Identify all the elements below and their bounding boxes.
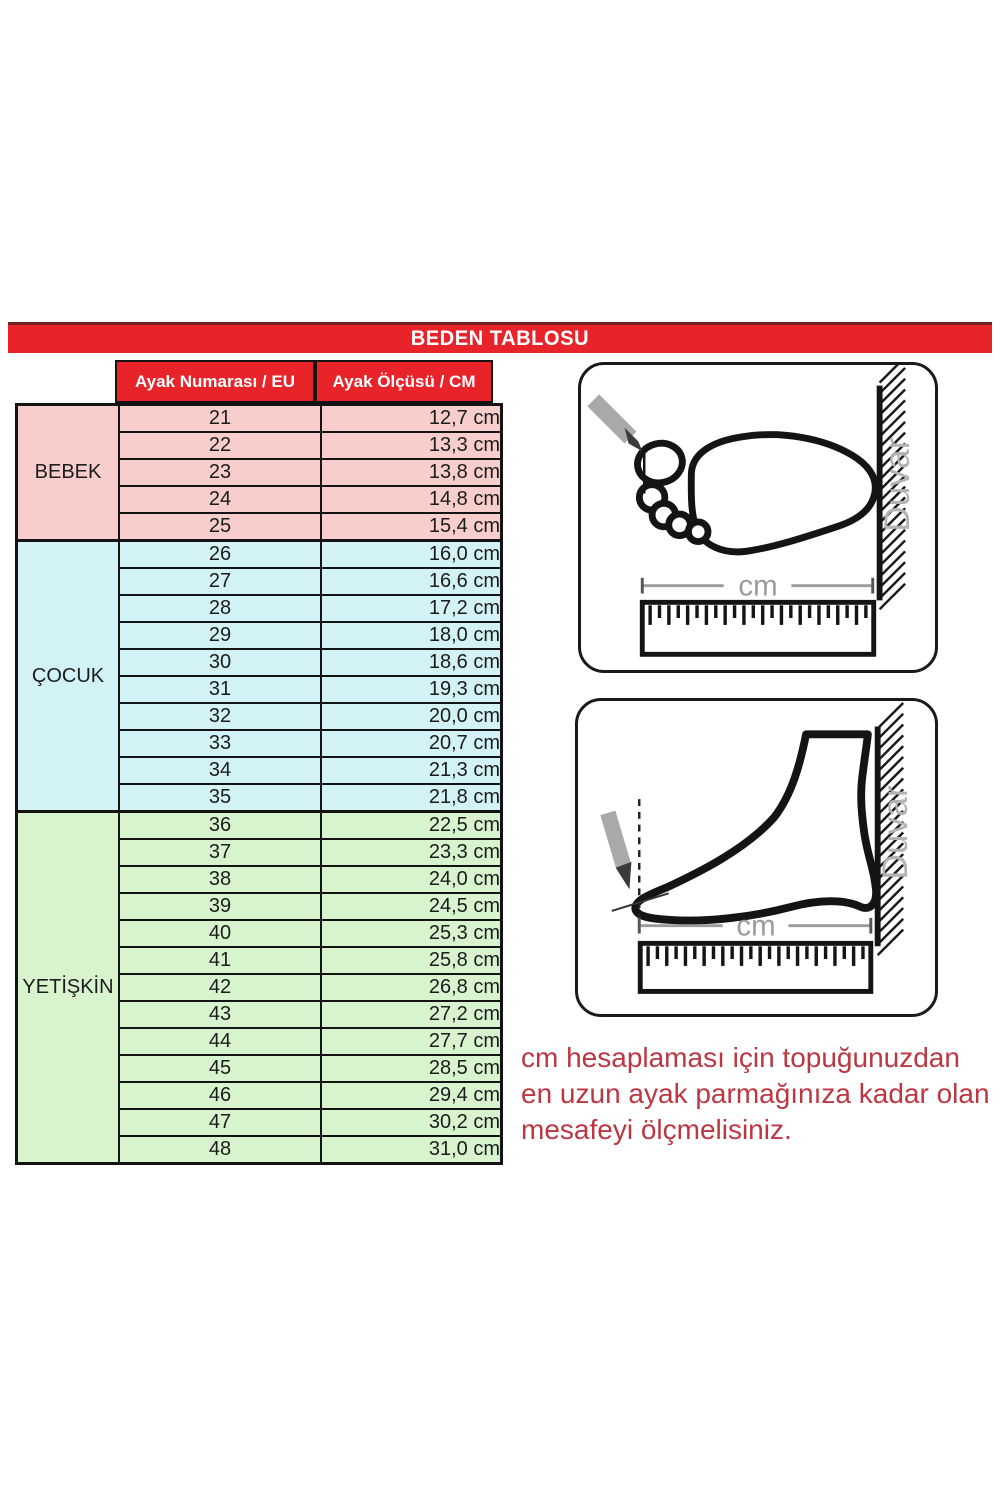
cell-foot-length: 25,8 cm [321, 947, 502, 974]
pencil-icon [593, 400, 642, 451]
measurement-note [521, 1040, 996, 1148]
cell-eu-size: 46 [119, 1082, 321, 1109]
cell-foot-length: 25,3 cm [321, 920, 502, 947]
cell-foot-length: 24,5 cm [321, 893, 502, 920]
cell-eu-size: 38 [119, 866, 321, 893]
cell-foot-length: 18,6 cm [321, 649, 502, 676]
cell-foot-length: 22,5 cm [321, 812, 502, 840]
cell-eu-size: 29 [119, 622, 321, 649]
foot-side-icon [635, 734, 876, 920]
cell-eu-size: 42 [119, 974, 321, 1001]
cell-foot-length: 27,2 cm [321, 1001, 502, 1028]
ruler-icon [642, 602, 873, 654]
cell-eu-size: 35 [119, 784, 321, 812]
group-label-cocuk: ÇOCUK [17, 541, 120, 812]
cell-eu-size: 22 [119, 432, 321, 459]
cell-foot-length: 24,0 cm [321, 866, 502, 893]
cell-foot-length: 18,0 cm [321, 622, 502, 649]
page-title: BEDEN TABLOSU [410, 327, 590, 350]
cell-eu-size: 36 [119, 812, 321, 840]
dimension-line [642, 569, 872, 602]
cell-eu-size: 45 [119, 1055, 321, 1082]
cell-foot-length: 13,3 cm [321, 432, 502, 459]
cell-foot-length: 20,0 cm [321, 703, 502, 730]
cell-eu-size: 30 [119, 649, 321, 676]
cell-eu-size: 23 [119, 459, 321, 486]
cell-eu-size: 41 [119, 947, 321, 974]
cell-foot-length: 16,6 cm [321, 568, 502, 595]
cell-eu-size: 28 [119, 595, 321, 622]
column-header-eu-label: Ayak Numarası / EU [135, 371, 295, 391]
measurement-diagram-side-view [575, 698, 938, 1017]
group-label-yetiskin: YETİŞKİN [17, 812, 120, 1164]
cell-eu-size: 40 [119, 920, 321, 947]
cell-foot-length: 16,0 cm [321, 541, 502, 569]
cell-foot-length: 23,3 cm [321, 839, 502, 866]
cell-eu-size: 32 [119, 703, 321, 730]
cell-foot-length: 14,8 cm [321, 486, 502, 513]
note-line: en uzun ayak parmağınıza kadar olan [521, 1078, 990, 1109]
cell-foot-length: 20,7 cm [321, 730, 502, 757]
cell-eu-size: 47 [119, 1109, 321, 1136]
wall-label: Duvar [878, 437, 918, 532]
title-banner [8, 322, 992, 353]
top-view-drawing [581, 365, 935, 670]
cell-foot-length: 12,7 cm [321, 405, 502, 433]
cell-foot-length: 30,2 cm [321, 1109, 502, 1136]
cell-foot-length: 26,8 cm [321, 974, 502, 1001]
cell-eu-size: 26 [119, 541, 321, 569]
cell-foot-length: 27,7 cm [321, 1028, 502, 1055]
cell-foot-length: 17,2 cm [321, 595, 502, 622]
cell-foot-length: 31,0 cm [321, 1136, 502, 1164]
size-table-body [17, 405, 502, 1164]
table-row [17, 812, 502, 840]
ruler-unit-label: cm [738, 569, 778, 603]
cell-eu-size: 43 [119, 1001, 321, 1028]
foot-sole-icon [633, 435, 875, 552]
cell-foot-length: 21,8 cm [321, 784, 502, 812]
cell-foot-length: 29,4 cm [321, 1082, 502, 1109]
cell-foot-length: 28,5 cm [321, 1055, 502, 1082]
cell-eu-size: 34 [119, 757, 321, 784]
cell-eu-size: 39 [119, 893, 321, 920]
measurement-diagram-top-view [578, 362, 938, 673]
note-line: mesafeyi ölçmelisiniz. [521, 1114, 792, 1145]
cell-foot-length: 15,4 cm [321, 513, 502, 541]
cell-eu-size: 25 [119, 513, 321, 541]
note-line: cm hesaplaması için topuğunuzdan [521, 1042, 960, 1073]
ruler-unit-label: cm [736, 909, 776, 943]
cell-foot-length: 13,8 cm [321, 459, 502, 486]
side-view-drawing [578, 701, 935, 1014]
cell-eu-size: 37 [119, 839, 321, 866]
cell-foot-length: 19,3 cm [321, 676, 502, 703]
cell-eu-size: 31 [119, 676, 321, 703]
cell-eu-size: 24 [119, 486, 321, 513]
ruler-icon [640, 943, 871, 991]
cell-eu-size: 48 [119, 1136, 321, 1164]
table-row [17, 541, 502, 569]
cell-foot-length: 21,3 cm [321, 757, 502, 784]
column-header-cm [315, 360, 493, 403]
cell-eu-size: 27 [119, 568, 321, 595]
wall-label: Duvar [876, 785, 916, 880]
column-header-cm-label: Ayak Ölçüsü / CM [332, 371, 476, 391]
size-table [15, 403, 503, 1165]
cell-eu-size: 33 [119, 730, 321, 757]
cell-eu-size: 21 [119, 405, 321, 433]
table-row [17, 405, 502, 433]
cell-eu-size: 44 [119, 1028, 321, 1055]
group-label-bebek: BEBEK [17, 405, 120, 541]
column-header-eu [115, 360, 315, 403]
